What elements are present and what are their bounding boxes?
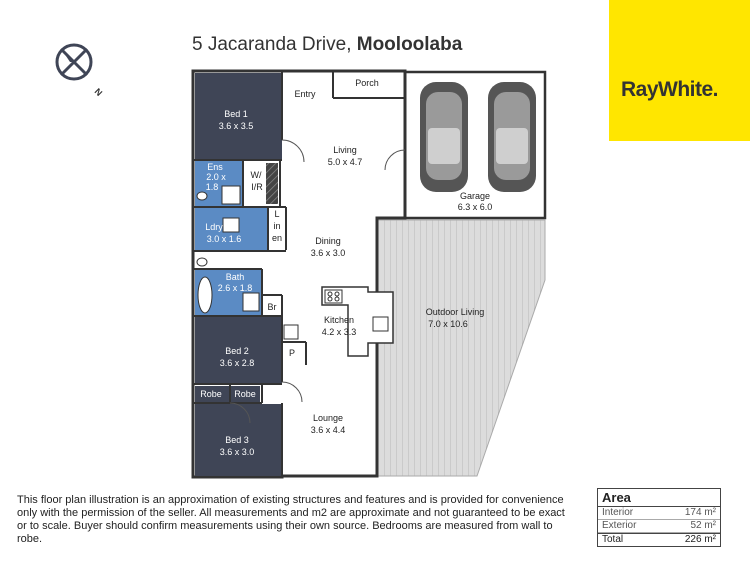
area-total-label: Total [602,534,624,545]
robe2-label: Robe [234,389,256,399]
suburb: Mooloolaba [356,34,463,55]
wir-label-1: W/ [250,170,262,180]
car-icon [488,82,536,192]
ens-dim1: 2.0 x [206,172,226,182]
bathtub-icon [198,277,212,313]
bed3-dim: 3.6 x 3.0 [219,447,255,457]
area-row-exterior [598,520,720,533]
bed2-dim: 3.6 x 2.8 [219,358,255,368]
car-icon [420,82,468,192]
br-label: Br [267,302,277,312]
porch-label: Porch [355,78,379,88]
bed1-label: Bed 1 [224,109,248,119]
area-table [597,488,721,547]
area-row-interior [598,507,720,520]
sink-icon [373,317,388,331]
area-heading: Area [598,489,720,507]
garage-dim: 6.3 x 6.0 [457,202,493,212]
linen-label-3: en [271,233,283,243]
disclaimer-text: This floor plan illustration is an approximation of existing structures and features and is provided for convenience only with the permission of the seller. All measurements and m2 are approximate and not guaranteed to be exact or to scale. Buyer should confirm measurements using their own source. Bedrooms are measured from wall to robe. [17,494,565,545]
kitchen-dim: 4.2 x 3.3 [321,327,357,337]
shower-icon [222,186,240,204]
area-total-value: 226 m² [684,534,716,545]
kitchen-label: Kitchen [323,315,355,325]
bath-label: Bath [225,272,245,282]
fridge-icon [284,325,298,339]
outdoor-living-dim: 7.0 x 10.6 [428,319,468,329]
area-row-value: 52 m² [690,520,716,531]
compass-icon [57,45,104,98]
toilet-icon [197,192,207,200]
ens-label: Ens [207,162,223,172]
living-dim: 5.0 x 4.7 [327,157,363,167]
lounge-label: Lounge [312,413,344,423]
ens-dim2: 1.8 [205,182,219,192]
outdoor-living-label: Outdoor Living [425,307,485,317]
compass-north-label: N [92,86,105,99]
laundry-tub-icon [223,218,239,232]
bed3-room-upper [195,404,282,427]
bed2-label: Bed 2 [225,346,249,356]
wir-shelving [266,163,278,204]
bath-dim: 2.6 x 1.8 [217,283,253,293]
toilet-icon [197,258,207,266]
dining-label: Dining [315,236,341,246]
outdoor-living-deck [377,220,545,476]
area-row-value: 174 m² [684,507,716,518]
address: 5 Jacaranda Drive, [192,34,357,55]
pantry-label: P [288,348,296,358]
lounge-dim: 3.6 x 4.4 [310,425,346,435]
logo-text: RayWhite. [621,78,719,101]
linen-label-2: in [273,221,281,231]
linen-label-1: L [274,209,280,219]
cooktop-icon [325,290,342,303]
ldry-label: Ldry [205,222,223,232]
robe1-label: Robe [200,389,222,399]
bed3-label: Bed 3 [225,435,249,445]
area-row-label: Exterior [602,520,637,531]
entry-label: Entry [294,89,316,99]
area-row-label: Interior [602,507,634,518]
ldry-dim: 3.0 x 1.6 [206,234,242,244]
garage-label: Garage [459,191,491,201]
dining-dim: 3.6 x 3.0 [310,248,346,258]
wir-label-2: I/R [251,182,263,192]
area-row-total [598,533,720,546]
living-label: Living [333,145,357,155]
shower-icon [243,293,259,311]
bed1-dim: 3.6 x 3.5 [218,121,254,131]
